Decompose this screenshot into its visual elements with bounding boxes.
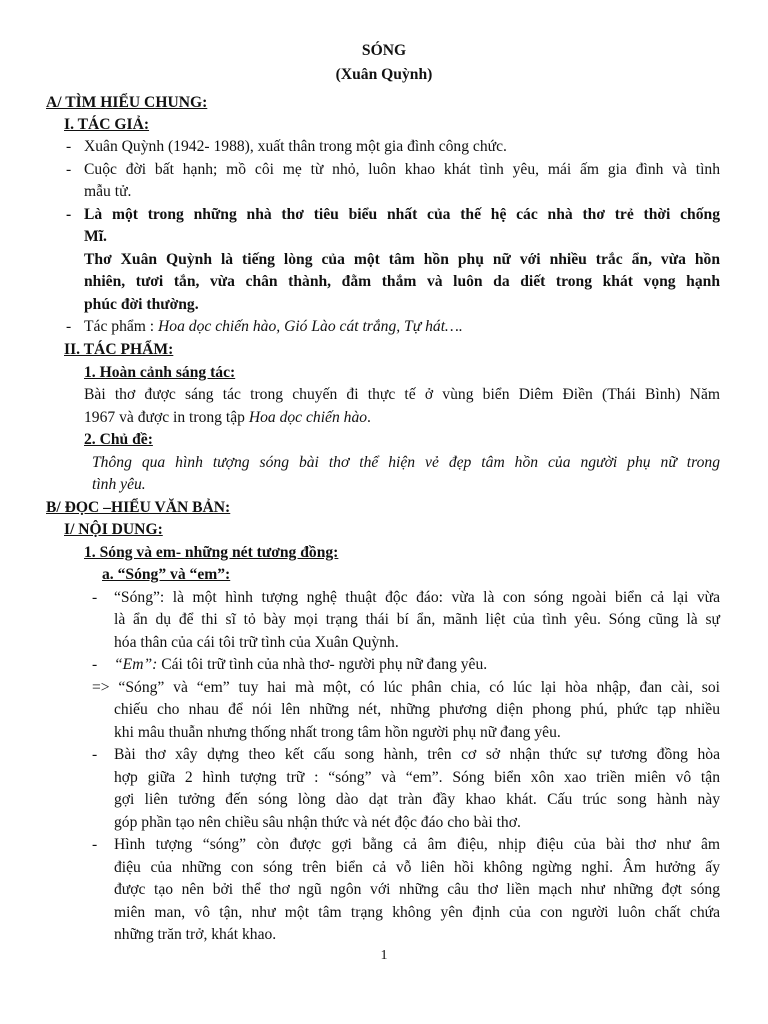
tac-gia-line: Mĩ. (84, 228, 107, 245)
paragraph-line: hóa thân của cái tôi trữ tình của Xuân Quỳnh. (114, 634, 399, 651)
bullet: - (92, 836, 98, 853)
chu-de-line: Thông qua hình tượng sóng bài thơ thể hiện vẻ đẹp tâm hồn của người phụ nữ trong (92, 454, 720, 471)
tac-gia-line: Xuân Quỳnh (1942- 1988), xuất thân trong một gia đình công chức. (84, 138, 507, 155)
paragraph-line: => “Sóng” và “em” tuy hai mà một, có lúc phân chia, có lúc lại hòa nhập, đan cài, soi (92, 679, 720, 696)
tac-pham-heading: II. TÁC PHẨM: (64, 341, 174, 358)
tac-gia-line: Thơ Xuân Quỳnh là tiếng lòng của một tâm hồn phụ nữ với nhiều trắc ẩn, vừa hồn (84, 251, 720, 268)
song-em-subheading: a. “Sóng” và “em”: (102, 566, 231, 583)
paragraph-line: gợi liên tưởng đến sóng lòng dào dạt tràn đầy khao khát. Cấu trúc song hành này (114, 791, 720, 808)
works-titles: Hoa dọc chiến hào, Gió Lào cát trắng, Tự hát…. (158, 318, 463, 335)
bullet: - (66, 206, 72, 223)
chu-de-line: tình yêu. (92, 476, 146, 493)
paragraph-line (114, 654, 487, 676)
section-b-heading: B/ ĐỌC –HIỂU VĂN BẢN: (46, 499, 231, 516)
paragraph-line: khi mâu thuẫn nhưng thống nhất trong tâm hồn người phụ nữ đang yêu. (114, 724, 561, 741)
bullet: - (66, 138, 72, 155)
page-number: 1 (380, 948, 388, 963)
works-prefix: Tác phẩm : (84, 318, 159, 335)
tac-pham-list (84, 316, 463, 338)
paragraph-line: hợp giữa 2 hình tượng trữ : “sóng” và “em”. Sóng biển xôn xao triền miên vô tận (114, 769, 720, 786)
hc-text: 1967 và được in trong tập (84, 409, 249, 426)
hc-end: . (367, 409, 371, 426)
paragraph-line: góp phần tạo nên chiều sâu nhận thức và nét độc đáo cho bài thơ. (114, 814, 521, 831)
hc-book: Hoa dọc chiến hào (248, 409, 368, 426)
tac-gia-heading: I. TÁC GIẢ: (64, 116, 150, 133)
paragraph-line: chiếu cho nhau để nói lên những nét, những phương diện phong phú, phức tạp nhiều (114, 701, 720, 718)
bullet: - (92, 656, 98, 673)
em-term: “Em”: (114, 656, 158, 673)
tac-gia-line: mẫu tử. (84, 183, 132, 200)
paragraph-line: miên man, vô tận, như một tâm trạng không yên định của con người luôn chất chứa (114, 904, 720, 921)
tac-gia-line: phúc đời thường. (84, 296, 199, 313)
paragraph-line: những trăn trở, khát khao. (114, 926, 277, 943)
em-definition: Cái tôi trữ tình của nhà thơ- người phụ nữ đang yêu. (157, 656, 488, 673)
noi-dung-heading: I/ NỘI DUNG: (64, 521, 163, 538)
chu-de-heading: 2. Chủ đề: (84, 431, 153, 448)
song-va-em-heading: 1. Sóng và em- những nét tương đồng: (84, 544, 339, 561)
hoan-canh-line (84, 407, 371, 429)
bullet: - (66, 318, 72, 335)
paragraph-line: được tạo nên bởi thể thơ ngũ ngôn với những câu thơ liền mạch như những đợt sóng (114, 881, 720, 898)
paragraph-line: Bài thơ xây dựng theo kết cấu song hành, trên cơ sở nhận thức sự tương đồng hòa (114, 746, 720, 763)
hoan-canh-heading: 1. Hoàn cảnh sáng tác: (84, 364, 236, 381)
bullet: - (92, 589, 98, 606)
paragraph-line: là ẩn dụ để thi sĩ tỏ bày mọi trạng thái bí ẩn, mãnh liệt của tình yêu. Sóng cũng là sự (114, 611, 720, 628)
tac-gia-line: Là một trong những nhà thơ tiêu biểu nhất của thế hệ các nhà thơ trẻ thời chống (84, 206, 720, 223)
section-a-heading: A/ TÌM HIỂU CHUNG: (46, 94, 208, 111)
tac-gia-line: Cuộc đời bất hạnh; mồ côi mẹ từ nhỏ, luôn khao khát tình yêu, mái ấm gia đình và tình (84, 161, 720, 178)
paragraph-line: Hình tượng “sóng” còn được gợi bằng cả âm điệu, nhịp điệu của bài thơ như âm (114, 836, 720, 853)
poem-title: SÓNG (361, 42, 407, 59)
poem-author: (Xuân Quỳnh) (335, 66, 433, 83)
tac-gia-line: nhiên, tươi tắn, vừa chân thành, đằm thắm và luôn da diết trong khát vọng hạnh (84, 273, 720, 290)
bullet: - (92, 746, 98, 763)
paragraph-line: “Sóng”: là một hình tượng nghệ thuật độc đáo: vừa là con sóng ngoài biển cả lại vừa (114, 589, 720, 606)
hoan-canh-line: Bài thơ được sáng tác trong chuyến đi thực tế ở vùng biển Diêm Điền (Thái Bình) Năm (84, 386, 720, 403)
paragraph-line: điệu của những con sóng trên biển cả vỗ liên hồi không ngừng nghỉ. Âm hưởng ấy (114, 859, 720, 876)
bullet: - (66, 161, 72, 178)
